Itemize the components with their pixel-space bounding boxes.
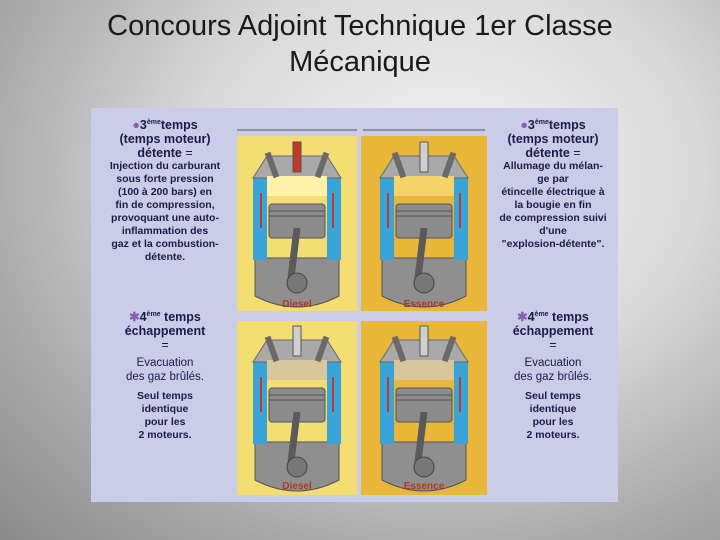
step-subtitle: (temps moteur) — [507, 132, 599, 147]
description-line: d'une — [539, 225, 567, 238]
title-line-1: Concours Adjoint Technique 1er Classe — [107, 10, 613, 42]
description-line: des gaz brûlés. — [126, 371, 204, 384]
note-line: 2 moteurs. — [526, 429, 580, 442]
injector — [293, 142, 301, 172]
note-line: Seul temps — [524, 390, 582, 403]
engine-label-essence-top: Essence — [403, 299, 445, 310]
step-number: 4 — [139, 310, 147, 325]
combustion-chamber — [267, 176, 327, 196]
bullet-icon: ● — [132, 118, 140, 133]
note-line: pour les — [144, 416, 186, 429]
note-line: Seul temps — [136, 390, 194, 403]
step-sup: ème — [146, 119, 161, 126]
step-word: temps — [552, 310, 589, 325]
bullet-icon: ● — [520, 118, 528, 133]
equals-sign: = — [161, 338, 169, 353]
step-phase: détente — [525, 146, 570, 161]
description-line: de compression suivi — [499, 212, 607, 225]
step-sup: ème — [146, 311, 161, 318]
description-line: détente. — [144, 251, 186, 264]
description-line: "explosion-détente". — [501, 238, 605, 251]
equals-sign: = — [549, 338, 557, 353]
step-sup: ème — [534, 119, 549, 126]
description-line: la bougie en fin — [514, 199, 592, 212]
crankshaft — [414, 273, 434, 293]
engine-cycle-figure — [91, 108, 618, 502]
description-line: des gaz brûlés. — [514, 371, 592, 384]
step-number: 3 — [527, 118, 535, 133]
step-word: temps — [164, 310, 201, 325]
note-line: pour les — [532, 416, 574, 429]
description-line: étincelle électrique à — [501, 186, 605, 199]
slide-title — [0, 8, 720, 80]
equals-sign: = — [573, 146, 581, 161]
note-line: identique — [529, 403, 577, 416]
spark-plug — [420, 326, 428, 356]
combustion-chamber — [394, 176, 454, 196]
description-line: Evacuation — [524, 357, 582, 370]
combustion-chamber — [267, 360, 327, 380]
crankshaft — [287, 457, 307, 477]
description-line: Evacuation — [136, 357, 194, 370]
combustion-chamber — [394, 360, 454, 380]
note-line: identique — [141, 403, 189, 416]
step-word: temps — [160, 118, 198, 133]
step-number: 4 — [527, 310, 535, 325]
engine-label-diesel-bottom: Diesel — [282, 481, 312, 492]
description-line: inflammation des — [121, 225, 209, 238]
note-line: 2 moteurs. — [138, 429, 192, 442]
step-word: temps — [548, 118, 586, 133]
description-line: provoquant une auto- — [111, 212, 219, 225]
description-line: (100 à 200 bars) en — [118, 186, 212, 199]
description-line: Injection du carburant — [109, 160, 221, 173]
step-phase: détente — [137, 146, 182, 161]
bullet-icon: ✱ — [517, 310, 528, 325]
equals-sign: = — [185, 146, 193, 161]
step-phase: échappement — [124, 324, 206, 339]
description-line: ge par — [537, 173, 569, 186]
crankshaft — [414, 457, 434, 477]
spark-plug — [420, 142, 428, 172]
crankshaft — [287, 273, 307, 293]
step-number: 3 — [139, 118, 147, 133]
engine-label-essence-bottom: Essence — [403, 481, 445, 492]
description-line: gaz et la combustion- — [111, 238, 219, 251]
engine-illustrations — [91, 108, 618, 502]
step-sup: ème — [534, 311, 549, 318]
spark-plug — [293, 326, 301, 356]
description-line: fin de compression, — [115, 199, 215, 212]
description-line: Allumage du mélan- — [503, 160, 603, 173]
step-subtitle: (temps moteur) — [119, 132, 211, 147]
description-line: sous forte pression — [116, 173, 214, 186]
title-line-2: Mécanique — [289, 46, 431, 78]
engine-label-diesel-top: Diesel — [282, 299, 312, 310]
step-phase: échappement — [512, 324, 594, 339]
bullet-icon: ✱ — [129, 310, 140, 325]
